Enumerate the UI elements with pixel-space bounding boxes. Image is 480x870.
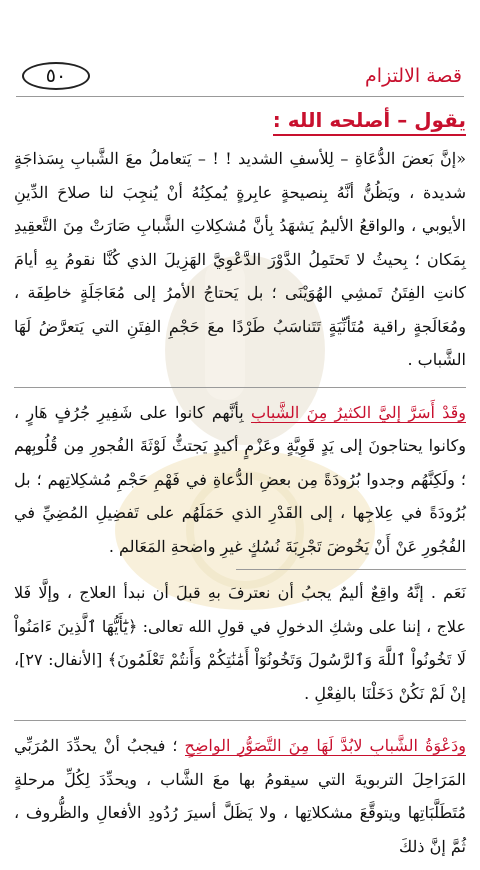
header-rule [16, 96, 464, 97]
page-number-badge [22, 62, 90, 90]
paragraph-4 [14, 729, 466, 863]
main-content [14, 108, 466, 867]
paragraph-4-text: ؛ فيجبُ أنْ يحدِّدَ المُرَبِّي المَرَاحِلَ التربويةَ التي سيقومُ بها معَ الشَّاب ، ويحدِّدَ لِكُلِّ مرحلةٍ مُتَطَلَّبَاتِها ويتوقَّعَ مشكلاتِها ، ولا يَظَلَّ أسيرَ رُدُودِ الأفعالِ والظُّروف ، ثُمَّ إنَّ ذلكَ [14, 736, 466, 856]
page-number: ٥٠ [45, 65, 67, 87]
speaker-row [14, 108, 466, 136]
paragraph-2-text: بِأنَّهم كانوا على شَفِيرِ جُرُفٍ هَارٍ ، وكانوا يحتاجونَ إلى يَدٍ قَوِيَّةٍ وعَزْمٍ أكيدٍ يَجتثُّ لَوْثَةَ الفُجورِ مِن قُلُوبِهم ؛ ولَكِنَّهُم وجدوا بُرُودَةً مِن بعضِ الدُّعاةِ في فَهْمِ حَجْمِ مُشكِلاتِهم ؛ بل بُرُودَةً في عِلاجِها ، إلى القَدْرِ الذي حَمَلَهُم على تَفضِيلِ المُضِيِّ في الفُجُورِ عَنْ أَنْ يَخُوضَ تَجْرِبَةَ نُسُكٍ غيرِ واضحةِ المَعَالم . [14, 402, 466, 556]
divider-short [236, 569, 466, 570]
book-title: قصة الالتزام [365, 65, 462, 87]
paragraph-3: نَعَم . إنَّهُ واقِعٌ أليمٌ يجبُ أن نعترفَ بهِ قبلَ أن نبدأ العلاج ، وإلَّا فَلا علاج ، إننا على وشكِ الدخولِ في قولِ الله تعالى: ﴿يَٰٓأَيُّهَا ٱلَّذِينَ ءَامَنُواْ لَا تَخُونُواْ ٱللَّهَ وَٱلرَّسُولَ وَتَخُونُوٓاْ أَمَٰنَٰتِكُمْ وَأَنتُمْ تَعْلَمُونَ﴾ [الأنفال: ٢٧]، إنْ لَمْ نَكُنْ دَخَلْنَا بالفِعْلِ . [14, 583, 466, 703]
divider [14, 387, 466, 388]
paragraph-2 [14, 396, 466, 564]
divider [14, 720, 466, 721]
highlighted-phrase-1: وقَدْ أَسَرَّ إليَّ الكثيرُ مِنَ الشَّبابِ [250, 402, 467, 422]
highlighted-phrase-2: ودَعْوَةُ الشَّبابِ لابُدَّ لَهَا مِنَ التَّصَوُّرِ الواضِحِ [184, 736, 467, 755]
speaker-heading: يقول – أصلحه الله : [273, 108, 466, 136]
paragraph-1: «إنَّ بَعضَ الدُّعَاةِ – لِلأسفِ الشديد ! ! – يَتعاملُ معَ الشَّبابِ بِسَذاجَةٍ شديدة ، ويَظُنُّ أنَّهُ بِنصيحةٍ عابِرةٍ يُمكِنُهُ أنْ يُنجِبَ لنا صلاحَ الدِّينِ الأيوبي ، والواقعُ الأليمُ يَشهَدُ بِأنَّ مُشكِلاتِ الشَّبابِ صَارَتْ مِنَ التَّعقِيدِ بِمَكان ؛ بِحيثُ لا تَحتَمِلُ الدَّوْرَ الدَّعْوِيَّ الهَزِيلَ الذي كُنَّا نقومُ بِهِ أيامَ كانتِ الفِتَنُ تَمشِي الهُوَيْنَى ؛ بل يَحتاجُ الأمرُ إلى مُعَاجَلَةٍ خاطِفَة ، ومُعَالَجةٍ راقية مُتَأنِّيَةٍ تَتَناسَبُ طَرْدًا معَ حَجْمِ الفِتَنِ التي يَتعرَّضُ لَهَا الشَّباب . [14, 149, 466, 369]
page-header [16, 60, 464, 94]
